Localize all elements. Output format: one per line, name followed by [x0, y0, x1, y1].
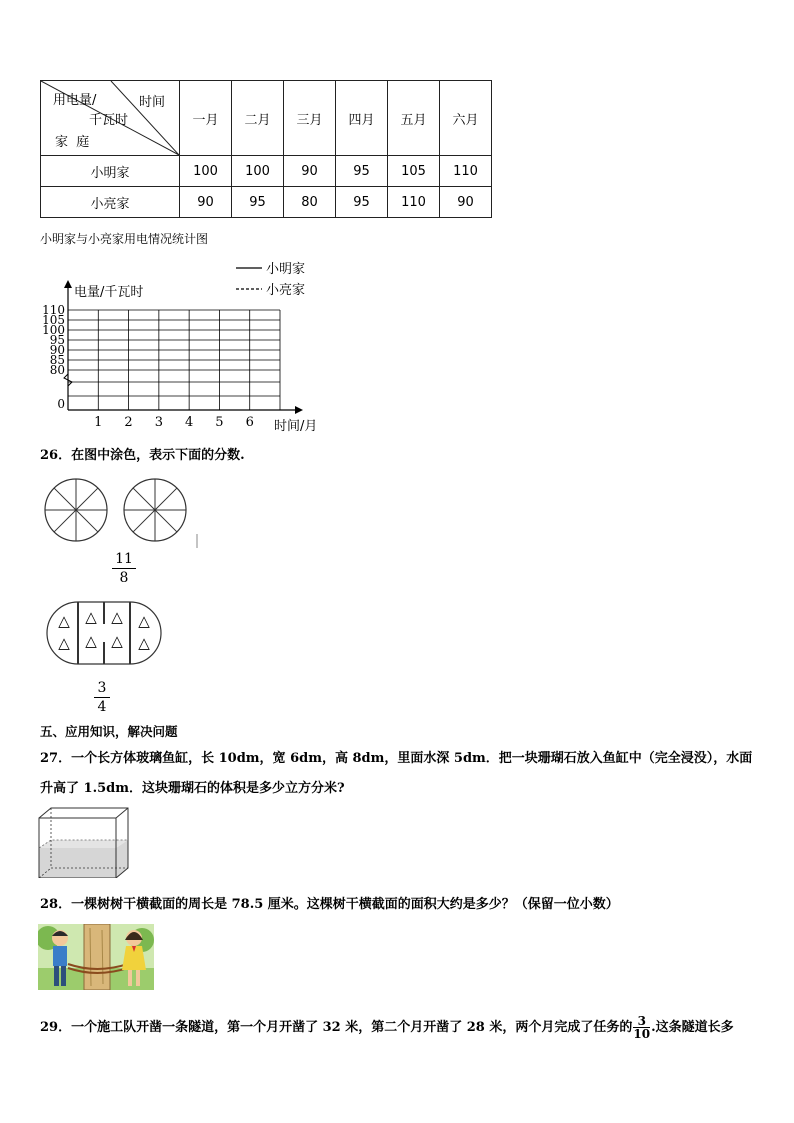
table-cell: 100: [232, 156, 284, 187]
fraction-denominator: 8: [119, 570, 129, 586]
table-row: [41, 156, 492, 187]
x-axis-arrow: [295, 406, 303, 414]
chart-legend: [236, 262, 305, 298]
x-tick-label: 3: [154, 415, 163, 430]
row-name: 小明家: [41, 156, 180, 187]
question-29-text-end: .这条隧道长多: [651, 1020, 734, 1035]
triangle-icon: △: [111, 632, 123, 650]
question-27-line1: 27．一个长方体玻璃鱼缸，长 10dm，宽 6dm，高 8dm，里面水深 5dm．把一块珊瑚石放入鱼缸中（完全浸没），水面: [40, 751, 753, 766]
fraction-numerator: 11: [115, 551, 133, 567]
header-time-label: 时间: [139, 95, 166, 110]
month-header: 四月: [336, 81, 388, 156]
triangle-icon: △: [85, 632, 97, 650]
fraction-numerator: 3: [97, 680, 107, 696]
table-cell: 110: [440, 156, 492, 187]
y-tick-label: 110: [42, 303, 65, 317]
y-tick-label: 105: [42, 313, 65, 327]
table-cell: 90: [180, 187, 232, 218]
fraction-3-10: [633, 1015, 650, 1040]
y-axis-label: 电量/千瓦时: [74, 285, 144, 300]
stadium-shape: [44, 596, 166, 668]
y-tick-label: 85: [49, 353, 65, 367]
fraction-3-4: [94, 680, 110, 715]
question-28: 28．一棵树树干横截面的周长是 78.5 厘米。这棵树干横截面的面积大约是多少？（保留一位小数）: [40, 897, 619, 912]
x-tick-label: 6: [245, 415, 254, 430]
x-axis-label: 时间/月: [274, 419, 318, 434]
month-header: 一月: [180, 81, 232, 156]
table-cell: 110: [388, 187, 440, 218]
line-chart: [40, 258, 340, 438]
y-tick-label: 90: [49, 343, 65, 357]
chart-grid: [68, 310, 280, 410]
question-29: [40, 1015, 734, 1040]
table-cell: 95: [336, 156, 388, 187]
month-header: 三月: [284, 81, 336, 156]
fraction-denominator: 4: [97, 699, 107, 715]
x-tick-label: 2: [124, 415, 133, 430]
fish-tank-figure: [36, 806, 132, 878]
month-header: 二月: [232, 81, 284, 156]
question-27-line2: 升高了 1.5dm．这块珊瑚石的体积是多少立方分米?: [40, 781, 345, 796]
table-cell: 90: [284, 156, 336, 187]
triangle-icon: △: [58, 612, 70, 630]
fraction-numerator: 3: [637, 1014, 646, 1028]
question-26: 26．在图中涂色，表示下面的分数.: [40, 448, 245, 463]
header-unit-label: 千瓦时: [89, 113, 129, 128]
triangle-icon: △: [111, 608, 123, 626]
circle-8-parts[interactable]: [45, 479, 107, 541]
triangle-icon: △: [138, 612, 150, 630]
table-cell: 80: [284, 187, 336, 218]
tree-children-illustration: [38, 924, 154, 990]
x-tick-label: 5: [215, 415, 224, 430]
header-usage-label: 用电量/: [53, 93, 97, 108]
table-row: [41, 187, 492, 218]
table-cell: 95: [232, 187, 284, 218]
month-header: 五月: [388, 81, 440, 156]
circle-8-parts[interactable]: [124, 479, 186, 541]
triangle-icon: △: [138, 634, 150, 652]
fraction-denominator: 10: [633, 1027, 651, 1041]
fraction-circles: [42, 476, 192, 548]
y-tick-label: 95: [49, 333, 65, 347]
question-29-text: 29．一个施工队开凿一条隧道，第一个月开凿了 32 米，第二个月开凿了 28 米，两个月完成了任务的: [40, 1020, 633, 1035]
chart-caption: 小明家与小亮家用电情况统计图: [40, 232, 209, 246]
triangle-icon: △: [85, 608, 97, 626]
chart-axes: [64, 280, 306, 414]
month-header: 六月: [440, 81, 492, 156]
section-title: 五、应用知识，解决问题: [40, 724, 178, 739]
y-tick-label: 80: [49, 363, 65, 377]
table-cell: 100: [180, 156, 232, 187]
legend-label: 小亮家: [266, 283, 306, 298]
x-tick-label: 1: [94, 415, 103, 430]
x-tick-label: 4: [185, 415, 194, 430]
triangle-icon: △: [58, 634, 70, 652]
y-axis-arrow: [64, 280, 72, 288]
row-name: 小亮家: [41, 187, 180, 218]
table-cell: 90: [440, 187, 492, 218]
table-cell: 95: [336, 187, 388, 218]
table-header-diagonal-cell: [41, 81, 180, 156]
y-tick-label: 100: [42, 323, 65, 337]
fraction-11-8: [112, 551, 136, 586]
y-tick-label: 0: [57, 397, 65, 411]
header-family-label: 家 庭: [55, 135, 90, 150]
electricity-table: [40, 80, 492, 218]
chart-ticks: [42, 303, 254, 430]
tick-mark: [196, 534, 198, 548]
legend-label: 小明家: [266, 262, 306, 277]
table-cell: 105: [388, 156, 440, 187]
